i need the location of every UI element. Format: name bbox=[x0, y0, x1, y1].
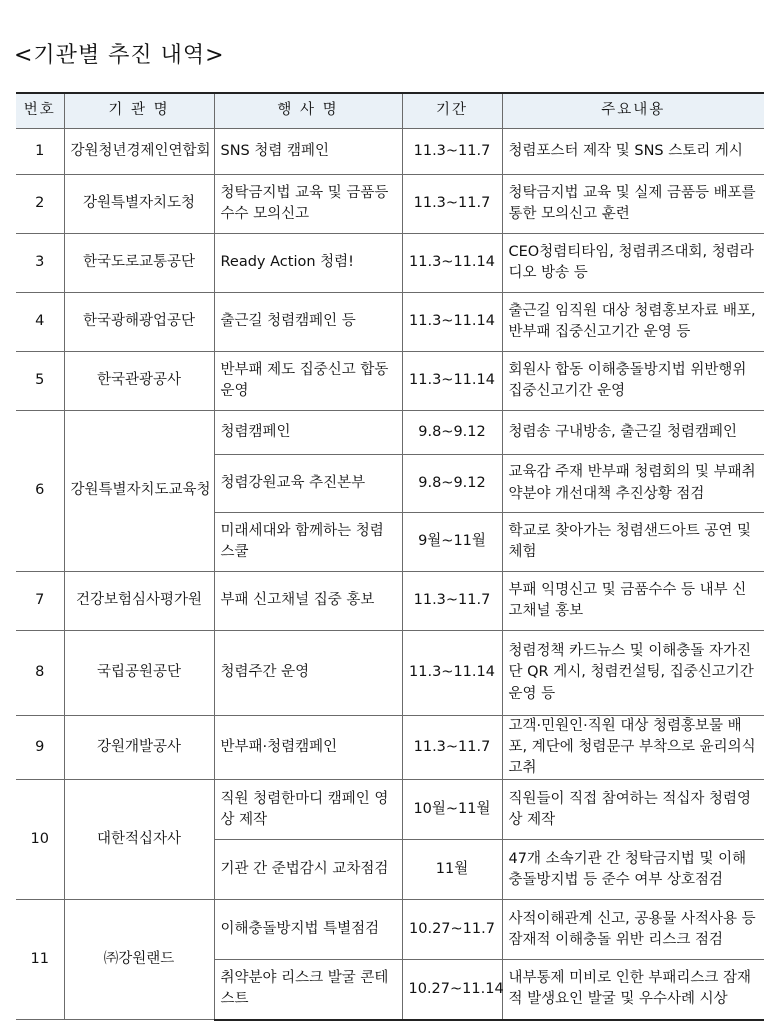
event-name: 반부패·청렴캠페인 bbox=[214, 716, 402, 780]
org-name: 국립공원공단 bbox=[64, 631, 214, 716]
org-name: 한국광해광업공단 bbox=[64, 293, 214, 352]
table-row bbox=[16, 780, 764, 840]
table-row bbox=[16, 352, 764, 411]
page-title: <기관별 추진 내역> bbox=[14, 43, 225, 68]
row-number: 1 bbox=[16, 129, 64, 175]
header-number: 번호 bbox=[16, 93, 64, 129]
org-name: 대한적십자사 bbox=[64, 780, 214, 900]
event-content: 직원들이 직접 참여하는 적십자 청렴영상 제작 bbox=[502, 780, 764, 840]
event-period: 11월 bbox=[402, 840, 502, 900]
event-content: 회원사 합동 이해충돌방지법 위반행위 집중신고기간 운영 bbox=[502, 352, 764, 411]
event-name: 취약분야 리스크 발굴 콘테스트 bbox=[214, 960, 402, 1020]
org-name: 강원개발공사 bbox=[64, 716, 214, 780]
org-name: 강원특별자치도청 bbox=[64, 175, 214, 234]
table-row bbox=[16, 175, 764, 234]
event-period: 11.3~11.7 bbox=[402, 716, 502, 780]
agency-events-table bbox=[16, 92, 764, 1021]
org-name: 강원청년경제인연합회 bbox=[64, 129, 214, 175]
event-content: 청렴포스터 제작 및 SNS 스토리 게시 bbox=[502, 129, 764, 175]
table-row bbox=[16, 900, 764, 960]
event-content: 출근길 임직원 대상 청렴홍보자료 배포, 반부패 집중신고기간 운영 등 bbox=[502, 293, 764, 352]
event-period: 11.3~11.7 bbox=[402, 129, 502, 175]
event-period: 11.3~11.14 bbox=[402, 352, 502, 411]
row-number: 11 bbox=[16, 900, 64, 1020]
event-period: 10.27~11.7 bbox=[402, 900, 502, 960]
event-name: 반부패 제도 집중신고 합동운영 bbox=[214, 352, 402, 411]
event-name: 청렴강원교육 추진본부 bbox=[214, 455, 402, 513]
event-period: 9.8~9.12 bbox=[402, 455, 502, 513]
event-name: SNS 청렴 캠페인 bbox=[214, 129, 402, 175]
event-content: 부패 익명신고 및 금품수수 등 내부 신고채널 홍보 bbox=[502, 572, 764, 631]
row-number: 3 bbox=[16, 234, 64, 293]
event-content: 청렴송 구내방송, 출근길 청렴캠페인 bbox=[502, 411, 764, 455]
event-period: 10월~11월 bbox=[402, 780, 502, 840]
event-name: 미래세대와 함께하는 청렴스쿨 bbox=[214, 513, 402, 572]
table-row bbox=[16, 572, 764, 631]
event-name: 청렴주간 운영 bbox=[214, 631, 402, 716]
org-name: 한국관광공사 bbox=[64, 352, 214, 411]
table-row bbox=[16, 631, 764, 716]
event-name: 출근길 청렴캠페인 등 bbox=[214, 293, 402, 352]
table-row bbox=[16, 234, 764, 293]
event-name: 청렴캠페인 bbox=[214, 411, 402, 455]
event-content: CEO청렴티타임, 청렴퀴즈대회, 청렴라디오 방송 등 bbox=[502, 234, 764, 293]
event-name: 청탁금지법 교육 및 금품등 수수 모의신고 bbox=[214, 175, 402, 234]
row-number: 6 bbox=[16, 411, 64, 572]
event-period: 11.3~11.7 bbox=[402, 175, 502, 234]
event-period: 11.3~11.7 bbox=[402, 572, 502, 631]
org-name: 강원특별자치도교육청 bbox=[64, 411, 214, 572]
event-period: 11.3~11.14 bbox=[402, 234, 502, 293]
event-content: 내부통제 미비로 인한 부패리스크 잠재적 발생요인 발굴 및 우수사례 시상 bbox=[502, 960, 764, 1020]
event-name: 부패 신고채널 집중 홍보 bbox=[214, 572, 402, 631]
org-name: 한국도로교통공단 bbox=[64, 234, 214, 293]
row-number: 5 bbox=[16, 352, 64, 411]
table-header-row bbox=[16, 93, 764, 129]
table-row bbox=[16, 129, 764, 175]
event-name: 이해충돌방지법 특별점검 bbox=[214, 900, 402, 960]
org-name: 건강보험심사평가원 bbox=[64, 572, 214, 631]
event-period: 10.27~11.14 bbox=[402, 960, 502, 1020]
row-number: 2 bbox=[16, 175, 64, 234]
header-period: 기간 bbox=[402, 93, 502, 129]
row-number: 7 bbox=[16, 572, 64, 631]
event-name: Ready Action 청렴! bbox=[214, 234, 402, 293]
event-period: 9.8~9.12 bbox=[402, 411, 502, 455]
row-number: 8 bbox=[16, 631, 64, 716]
event-name: 직원 청렴한마디 캠페인 영상 제작 bbox=[214, 780, 402, 840]
event-name: 기관 간 준법감시 교차점검 bbox=[214, 840, 402, 900]
event-content: 고객·민원인·직원 대상 청렴홍보물 배포, 계단에 청렴문구 부착으로 윤리의식 고취 bbox=[502, 716, 764, 780]
event-content: 학교로 찾아가는 청렴샌드아트 공연 및 체험 bbox=[502, 513, 764, 572]
org-name: ㈜강원랜드 bbox=[64, 900, 214, 1020]
event-period: 11.3~11.14 bbox=[402, 293, 502, 352]
event-content: 청탁금지법 교육 및 실제 금품등 배포를 통한 모의신고 훈련 bbox=[502, 175, 764, 234]
event-content: 사적이해관계 신고, 공용물 사적사용 등 잠재적 이해충돌 위반 리스크 점검 bbox=[502, 900, 764, 960]
table-row bbox=[16, 293, 764, 352]
header-event: 행 사 명 bbox=[214, 93, 402, 129]
table-row bbox=[16, 716, 764, 780]
event-content: 청렴정책 카드뉴스 및 이해충돌 자가진단 QR 게시, 청렴컨설팅, 집중신고기간 운영 등 bbox=[502, 631, 764, 716]
event-content: 47개 소속기관 간 청탁금지법 및 이해충돌방지법 등 준수 여부 상호점검 bbox=[502, 840, 764, 900]
event-period: 11.3~11.14 bbox=[402, 631, 502, 716]
row-number: 10 bbox=[16, 780, 64, 900]
table-row bbox=[16, 411, 764, 455]
header-content: 주요내용 bbox=[502, 93, 764, 129]
event-period: 9월~11월 bbox=[402, 513, 502, 572]
row-number: 4 bbox=[16, 293, 64, 352]
event-content: 교육감 주재 반부패 청렴회의 및 부패취약분야 개선대책 추진상황 점검 bbox=[502, 455, 764, 513]
row-number: 9 bbox=[16, 716, 64, 780]
header-org: 기 관 명 bbox=[64, 93, 214, 129]
